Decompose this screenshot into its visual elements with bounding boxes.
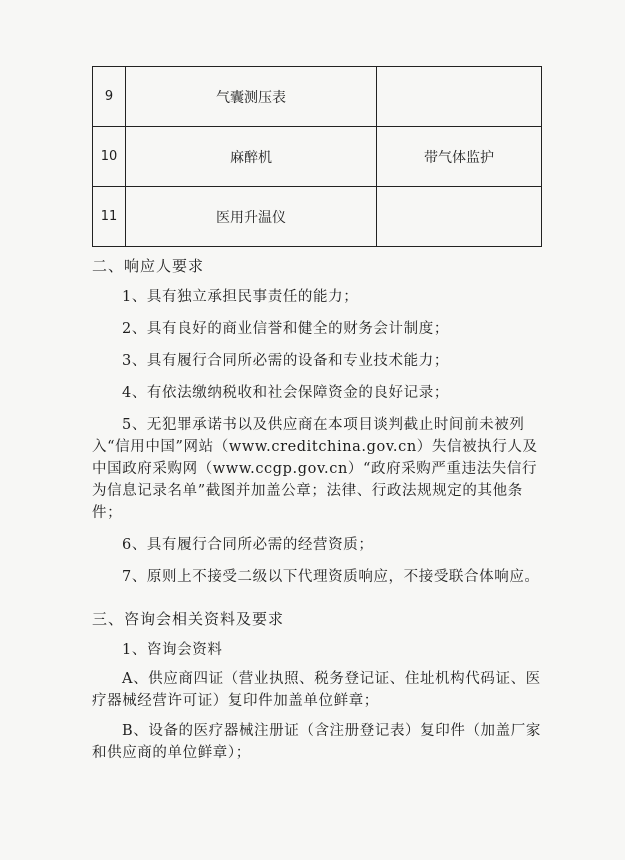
equipment-remark bbox=[377, 187, 542, 247]
equipment-name: 气囊测压表 bbox=[126, 67, 377, 127]
equipment-table bbox=[92, 66, 542, 247]
equipment-name: 医用升温仪 bbox=[126, 187, 377, 247]
table-row bbox=[93, 127, 542, 187]
equipment-name: 麻醉机 bbox=[126, 127, 377, 187]
material-item: A、供应商四证（营业执照、税务登记证、住址机构代码证、医疗器械经营许可证）复印件加盖单位鲜章； bbox=[92, 671, 541, 709]
table-row bbox=[93, 187, 542, 247]
requirement-list bbox=[92, 286, 542, 588]
section-3-heading: 三、咨询会相关资料及要求 bbox=[92, 610, 285, 628]
requirement-item: 4、有依法缴纳税收和社会保障资金的良好记录； bbox=[122, 385, 449, 401]
section-3-subheading: 1、咨询会资料 bbox=[122, 642, 223, 658]
requirement-item: 2、具有良好的商业信誉和健全的财务会计制度； bbox=[122, 321, 449, 337]
row-number: 10 bbox=[93, 127, 126, 187]
requirement-item: 7、原则上不接受二级以下代理资质响应，不接受联合体响应。 bbox=[122, 569, 540, 585]
equipment-remark: 带气体监护 bbox=[377, 127, 542, 187]
row-number: 11 bbox=[93, 187, 126, 247]
row-number: 9 bbox=[93, 67, 126, 127]
requirement-item: 1、具有独立承担民事责任的能力； bbox=[122, 289, 359, 305]
material-item: B、设备的医疗器械注册证（含注册登记表）复印件（加盖厂家和供应商的单位鲜章）； bbox=[92, 723, 541, 761]
requirement-item: 3、具有履行合同所必需的设备和专业技术能力； bbox=[122, 353, 449, 369]
section-2-heading: 二、响应人要求 bbox=[92, 257, 205, 275]
equipment-remark bbox=[377, 67, 542, 127]
requirement-item: 6、具有履行合同所必需的经营资质； bbox=[122, 537, 374, 553]
table-row bbox=[93, 67, 542, 127]
requirement-item: 5、无犯罪承诺书以及供应商在本项目谈判截止时间前未被列入“信用中国”网站（www.creditchina.gov.cn）失信被执行人及中国政府采购网（www.ccgp.gov.cn）“政府采购严重违法失信行为信息记录名单”截图并加盖公章；法律、行政法规规定的其他条件； bbox=[92, 417, 538, 521]
materials-list bbox=[92, 668, 542, 764]
